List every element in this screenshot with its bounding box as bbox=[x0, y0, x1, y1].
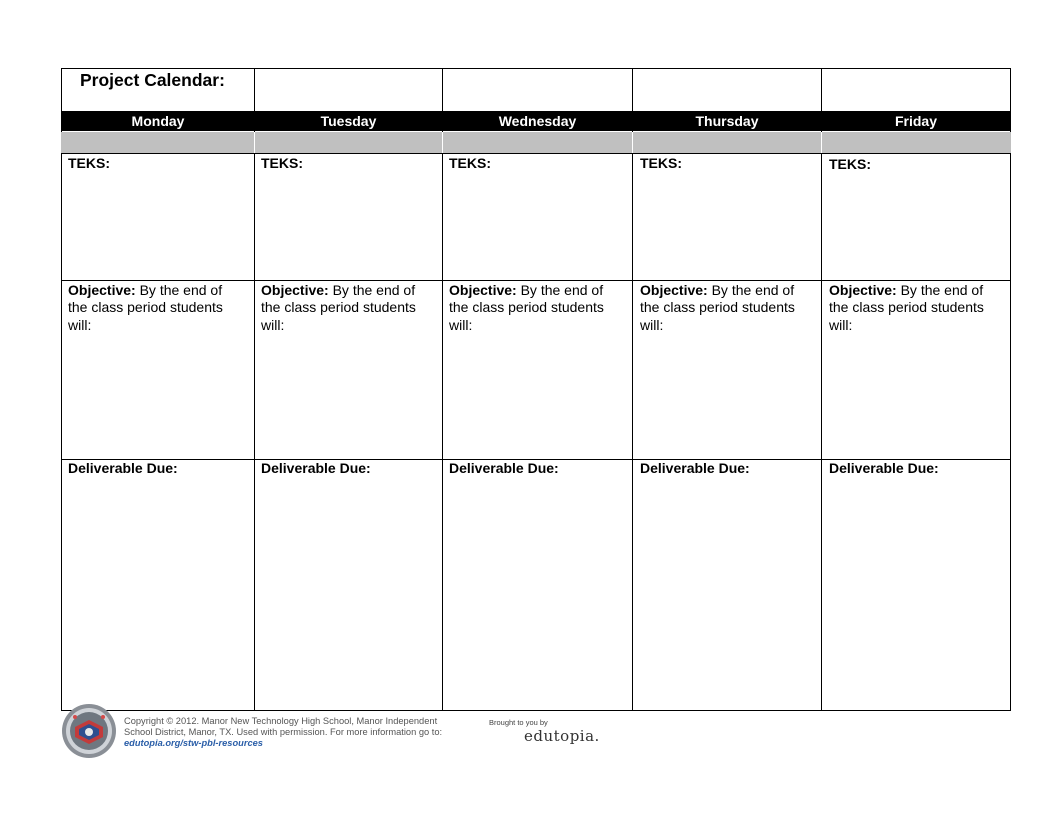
resource-link[interactable]: edutopia.org/stw-pbl-resources bbox=[124, 737, 263, 748]
objective-cell-friday bbox=[829, 282, 1005, 334]
deliverable-label-tuesday: Deliverable Due: bbox=[261, 460, 371, 476]
school-seal-logo bbox=[61, 703, 117, 759]
objective-text: By the end of the class period students will: bbox=[640, 282, 795, 333]
teks-label-wednesday: TEKS: bbox=[449, 155, 491, 171]
project-calendar-table bbox=[61, 68, 1011, 711]
deliverable-label-friday: Deliverable Due: bbox=[829, 460, 939, 476]
date-band-divider-4 bbox=[821, 132, 822, 153]
edutopia-logo: edutopia. bbox=[524, 727, 600, 745]
column-divider-2 bbox=[442, 68, 443, 711]
border-left bbox=[61, 68, 62, 711]
objective-text: By the end of the class period students will: bbox=[449, 282, 604, 333]
objective-text: By the end of the class period students will: bbox=[829, 282, 984, 333]
deliverable-label-wednesday: Deliverable Due: bbox=[449, 460, 559, 476]
objective-text: By the end of the class period students will: bbox=[68, 282, 223, 333]
date-band-divider-2 bbox=[442, 132, 443, 153]
day-header-thursday: Thursday bbox=[695, 113, 759, 129]
teks-label-tuesday: TEKS: bbox=[261, 155, 303, 171]
border-bottom bbox=[61, 710, 1011, 711]
date-band bbox=[61, 132, 1011, 153]
page-title: Project Calendar: bbox=[80, 70, 225, 90]
column-divider-3 bbox=[632, 68, 633, 711]
border-right bbox=[1010, 68, 1011, 711]
row-divider-objective bbox=[61, 280, 1011, 281]
objective-label: Objective: bbox=[640, 282, 708, 298]
objective-cell-wednesday bbox=[449, 282, 625, 334]
objective-label: Objective: bbox=[68, 282, 136, 298]
copyright-notice bbox=[124, 716, 442, 748]
brought-to-you-by: Brought to you by bbox=[489, 718, 548, 727]
column-divider-1 bbox=[254, 68, 255, 711]
deliverable-label-monday: Deliverable Due: bbox=[68, 460, 178, 476]
objective-label: Objective: bbox=[449, 282, 517, 298]
copyright-line-2: School District, Manor, TX. Used with permission. For more information go to: bbox=[124, 726, 443, 737]
day-header-friday: Friday bbox=[894, 113, 937, 129]
day-header-monday: Monday bbox=[131, 113, 185, 129]
copyright-line-1: Copyright © 2012. Manor New Technology High School, Manor Independent bbox=[124, 716, 438, 726]
date-band-divider-3 bbox=[632, 132, 633, 153]
date-band-divider-1 bbox=[254, 132, 255, 153]
objective-cell-thursday bbox=[640, 282, 808, 334]
day-header-tuesday: Tuesday bbox=[320, 113, 377, 129]
column-divider-4 bbox=[821, 68, 822, 711]
objective-label: Objective: bbox=[261, 282, 329, 298]
day-header-wednesday: Wednesday bbox=[498, 113, 577, 129]
deliverable-label-thursday: Deliverable Due: bbox=[640, 460, 750, 476]
objective-text: By the end of the class period students will: bbox=[261, 282, 416, 333]
objective-cell-monday bbox=[68, 282, 244, 334]
teks-label-friday: TEKS: bbox=[829, 156, 871, 172]
row-divider-teks bbox=[61, 153, 1011, 154]
objective-label: Objective: bbox=[829, 282, 897, 298]
teks-label-thursday: TEKS: bbox=[640, 155, 682, 171]
teks-label-monday: TEKS: bbox=[68, 155, 110, 171]
border-top bbox=[61, 68, 1011, 69]
objective-cell-tuesday bbox=[261, 282, 437, 334]
